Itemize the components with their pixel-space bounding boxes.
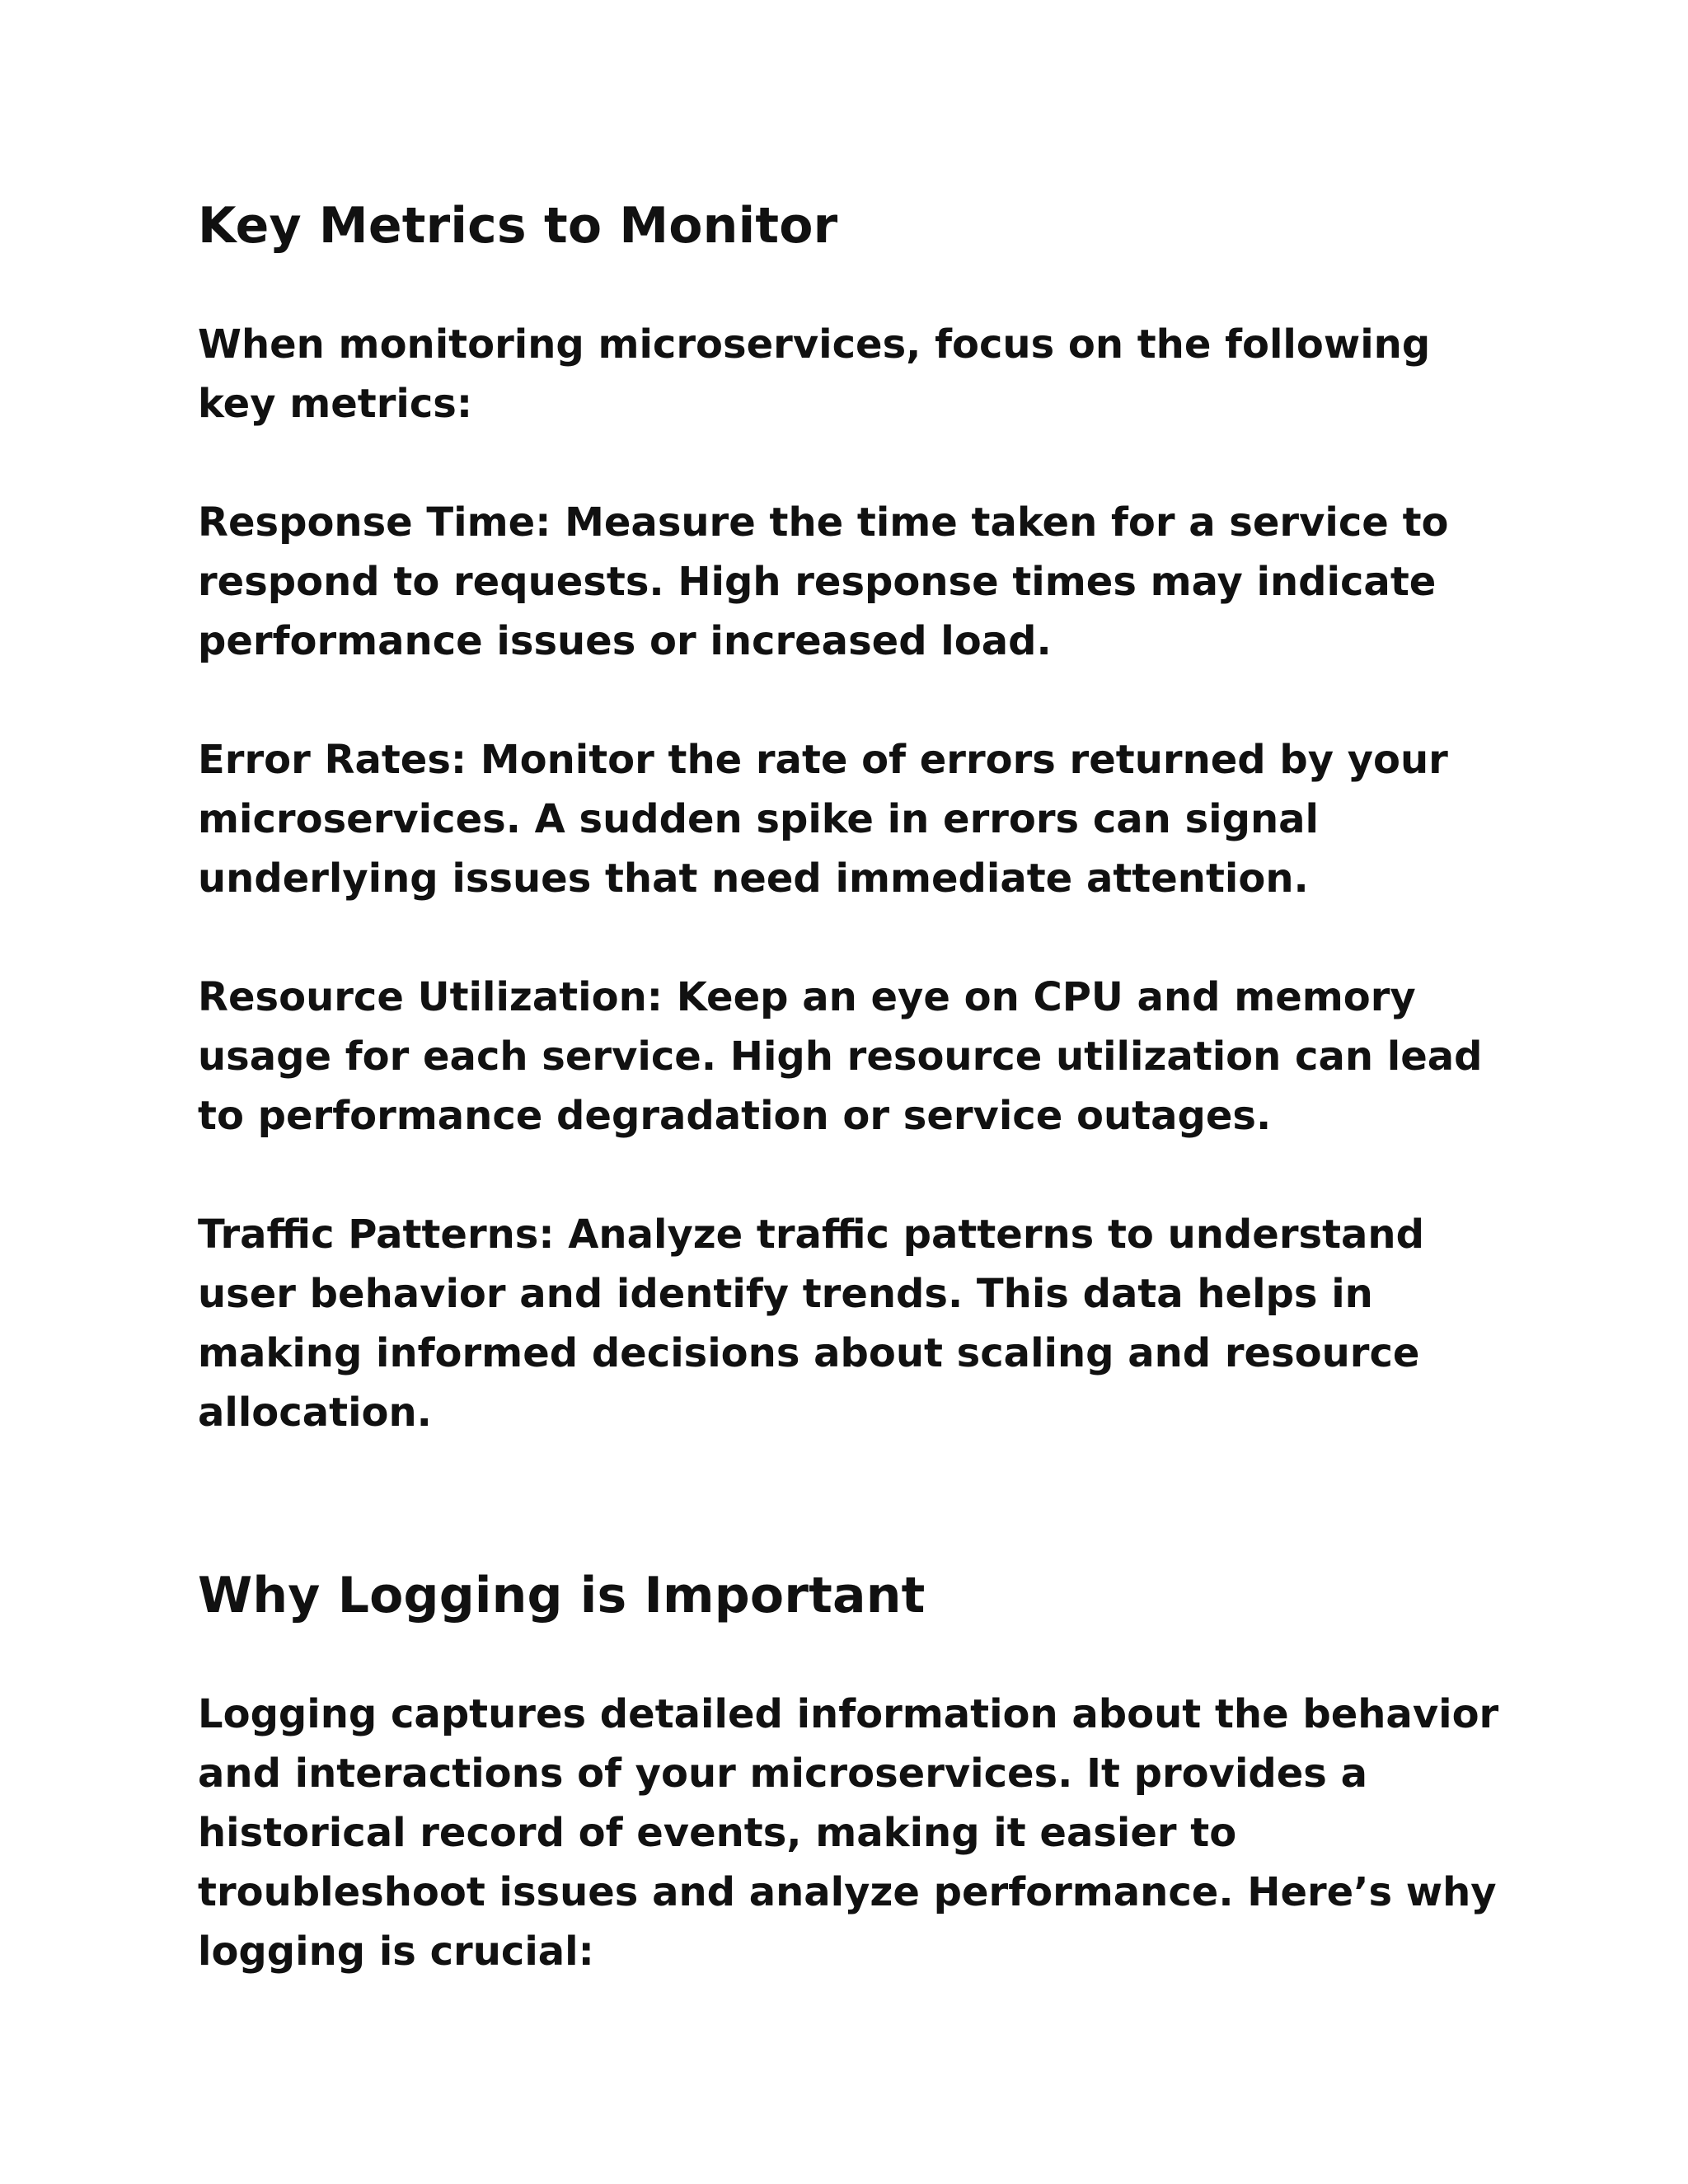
metric-response-time: Response Time: Measure the time taken for a service to respond to requests. High response times may indicate performance issues or increased load. [198,499,1449,664]
document-page [198,196,1500,1981]
logging-paragraph: Logging captures detailed information about the behavior and interactions of your microservices. It provides a historical record of events, making it easier to troubleshoot issues and analyze performance. Here’s why logging is crucial: [198,1691,1499,1975]
section-heading-key-metrics: Key Metrics to Monitor [198,197,838,255]
section-heading-logging: Why Logging is Important [198,1567,926,1624]
metric-traffic-patterns: Traffic Patterns: Analyze traffic patterns to understand user behavior and identify trends. This data helps in making informed decisions about scaling and resource allocation. [198,1212,1424,1436]
metric-resource-utilization: Resource Utilization: Keep an eye on CPU and memory usage for each service. High resource utilization can lead to performance degradation or service outages. [198,974,1483,1139]
intro-paragraph: When monitoring microservices, focus on the following key metrics: [198,321,1431,427]
metric-error-rates: Error Rates: Monitor the rate of errors returned by your microservices. A sudden spike in errors can signal underlying issues that need immediate attention. [198,737,1448,902]
